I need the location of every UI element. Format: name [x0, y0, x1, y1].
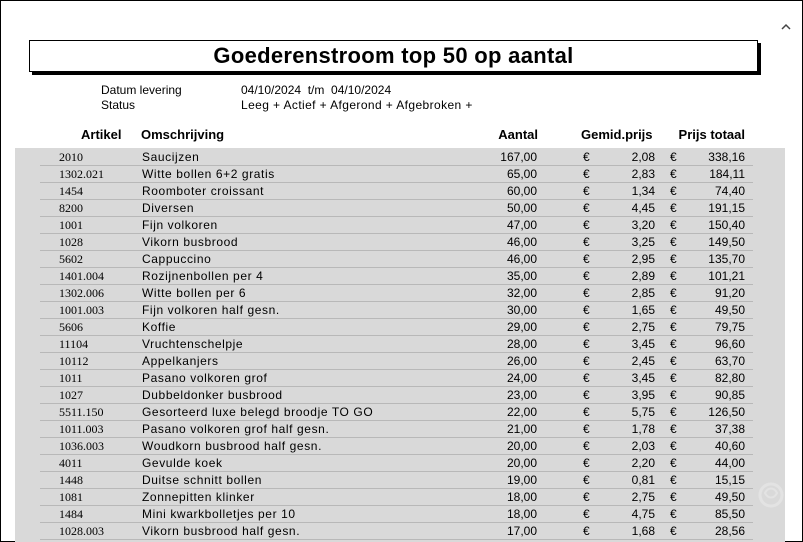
prijs-totaal-cell: 28,56	[714, 524, 745, 538]
gemid-prijs-cell: 4,45	[631, 201, 655, 215]
aantal-cell: 22,00	[506, 405, 537, 419]
gemid-prijs-cell: 1,34	[631, 184, 655, 198]
col-header-prijs-totaal: Prijs totaal	[678, 127, 745, 142]
currency-cell: €	[670, 388, 677, 402]
currency-cell: €	[670, 252, 677, 266]
prijs-totaal-cell: 74,40	[714, 184, 745, 198]
aantal-cell: 47,00	[506, 218, 537, 232]
prijs-totaal-cell: 90,85	[714, 388, 745, 402]
prijs-totaal-cell: 149,50	[708, 235, 745, 249]
currency-cell: €	[670, 439, 677, 453]
status-label: Status	[101, 98, 136, 112]
aantal-cell: 65,00	[506, 167, 537, 181]
omschrijving-cell: Fijn volkoren half gesn.	[142, 303, 280, 317]
currency-cell: €	[670, 269, 677, 283]
artikel-cell: 5606	[59, 320, 83, 334]
table-row	[0, 472, 803, 489]
currency-cell: €	[583, 201, 590, 215]
table-row	[0, 438, 803, 455]
gemid-prijs-cell: 2,20	[631, 456, 655, 470]
currency-cell: €	[670, 303, 677, 317]
omschrijving-cell: Diversen	[142, 201, 195, 215]
aantal-cell: 18,00	[506, 507, 537, 521]
omschrijving-cell: Vikorn busbrood	[142, 235, 239, 249]
table-row	[0, 506, 803, 523]
table-row	[0, 302, 803, 319]
artikel-cell: 1081	[59, 490, 83, 504]
omschrijving-cell: Cappuccino	[142, 252, 212, 266]
gemid-prijs-cell: 1,65	[631, 303, 655, 317]
prijs-totaal-cell: 15,15	[714, 473, 745, 487]
aantal-cell: 19,00	[506, 473, 537, 487]
scroll-up-icon[interactable]	[779, 20, 793, 34]
artikel-cell: 10112	[59, 354, 89, 368]
aantal-cell: 18,00	[506, 490, 537, 504]
currency-cell: €	[670, 201, 677, 215]
currency-cell: €	[670, 320, 677, 334]
omschrijving-cell: Gesorteerd luxe belegd broodje TO GO	[142, 405, 374, 419]
currency-cell: €	[583, 490, 590, 504]
gemid-prijs-cell: 2,85	[631, 286, 655, 300]
watermark-logo-icon	[756, 478, 786, 512]
currency-cell: €	[583, 320, 590, 334]
currency-cell: €	[670, 507, 677, 521]
table-row	[0, 336, 803, 353]
omschrijving-cell: Vikorn busbrood half gesn.	[142, 524, 301, 538]
table-row	[0, 319, 803, 336]
artikel-cell: 1011	[59, 371, 83, 385]
currency-cell: €	[583, 150, 590, 164]
omschrijving-cell: Appelkanjers	[142, 354, 219, 368]
datum-label: Datum levering	[101, 83, 182, 97]
currency-cell: €	[583, 184, 590, 198]
status-value: Leeg + Actief + Afgerond + Afgebroken +	[241, 98, 473, 112]
currency-cell: €	[583, 218, 590, 232]
col-header-omschrijving: Omschrijving	[141, 127, 225, 142]
prijs-totaal-cell: 49,50	[714, 490, 745, 504]
artikel-cell: 4011	[59, 456, 83, 470]
artikel-cell: 11104	[59, 337, 89, 351]
omschrijving-cell: Duitse schnitt bollen	[142, 473, 262, 487]
gemid-prijs-cell: 4,75	[631, 507, 655, 521]
table-row	[0, 404, 803, 421]
currency-cell: €	[583, 286, 590, 300]
aantal-cell: 30,00	[506, 303, 537, 317]
currency-cell: €	[670, 473, 677, 487]
artikel-cell: 1302.006	[59, 286, 104, 300]
artikel-cell: 1454	[59, 184, 83, 198]
artikel-cell: 1036.003	[59, 439, 104, 453]
omschrijving-cell: Dubbeldonker busbrood	[142, 388, 283, 402]
aantal-cell: 28,00	[506, 337, 537, 351]
currency-cell: €	[670, 354, 677, 368]
currency-cell: €	[670, 167, 677, 181]
currency-cell: €	[583, 303, 590, 317]
currency-cell: €	[583, 473, 590, 487]
gemid-prijs-cell: 3,45	[631, 337, 655, 351]
table-row	[0, 217, 803, 234]
aantal-cell: 24,00	[506, 371, 537, 385]
gemid-prijs-cell: 3,95	[631, 388, 655, 402]
aantal-cell: 60,00	[506, 184, 537, 198]
table-row	[0, 421, 803, 438]
omschrijving-cell: Vruchtenschelpje	[142, 337, 244, 351]
prijs-totaal-cell: 96,60	[714, 337, 745, 351]
aantal-cell: 167,00	[500, 150, 537, 164]
currency-cell: €	[670, 371, 677, 385]
prijs-totaal-cell: 63,70	[714, 354, 745, 368]
aantal-cell: 46,00	[506, 252, 537, 266]
aantal-cell: 20,00	[506, 456, 537, 470]
currency-cell: €	[583, 235, 590, 249]
aantal-cell: 20,00	[506, 439, 537, 453]
prijs-totaal-cell: 85,50	[714, 507, 745, 521]
currency-cell: €	[670, 490, 677, 504]
gemid-prijs-cell: 3,25	[631, 235, 655, 249]
table-row	[0, 268, 803, 285]
prijs-totaal-cell: 82,80	[714, 371, 745, 385]
currency-cell: €	[583, 371, 590, 385]
currency-cell: €	[670, 422, 677, 436]
table-row	[0, 166, 803, 183]
currency-cell: €	[583, 337, 590, 351]
omschrijving-cell: Rozijnenbollen per 4	[142, 269, 264, 283]
col-header-gemid-prijs: Gemid.prijs	[581, 127, 653, 142]
prijs-totaal-cell: 40,60	[714, 439, 745, 453]
artikel-cell: 1027	[59, 388, 83, 402]
table-row	[0, 455, 803, 472]
currency-cell: €	[670, 337, 677, 351]
currency-cell: €	[583, 456, 590, 470]
prijs-totaal-cell: 191,15	[708, 201, 745, 215]
artikel-cell: 1302.021	[59, 167, 104, 181]
omschrijving-cell: Zonnepitten klinker	[142, 490, 255, 504]
gemid-prijs-cell: 1,78	[631, 422, 655, 436]
aantal-cell: 23,00	[506, 388, 537, 402]
table-body	[0, 149, 803, 540]
currency-cell: €	[583, 167, 590, 181]
prijs-totaal-cell: 126,50	[708, 405, 745, 419]
table-row	[0, 183, 803, 200]
currency-cell: €	[583, 354, 590, 368]
currency-cell: €	[583, 388, 590, 402]
omschrijving-cell: Witte bollen per 6	[142, 286, 247, 300]
currency-cell: €	[583, 252, 590, 266]
artikel-cell: 1028.003	[59, 524, 104, 538]
aantal-cell: 21,00	[506, 422, 537, 436]
prijs-totaal-cell: 184,11	[709, 167, 745, 181]
prijs-totaal-cell: 37,38	[714, 422, 745, 436]
report-title: Goederenstroom top 50 op aantal	[213, 43, 574, 68]
prijs-totaal-cell: 79,75	[714, 320, 745, 334]
currency-cell: €	[670, 235, 677, 249]
omschrijving-cell: Woudkorn busbrood half gesn.	[142, 439, 323, 453]
currency-cell: €	[670, 456, 677, 470]
aantal-cell: 46,00	[506, 235, 537, 249]
artikel-cell: 2010	[59, 150, 83, 164]
currency-cell: €	[670, 405, 677, 419]
currency-cell: €	[583, 524, 590, 538]
currency-cell: €	[583, 405, 590, 419]
gemid-prijs-cell: 2,89	[631, 269, 655, 283]
artikel-cell: 8200	[59, 201, 83, 215]
omschrijving-cell: Pasano volkoren grof	[142, 371, 268, 385]
omschrijving-cell: Fijn volkoren	[142, 218, 218, 232]
artikel-cell: 1001	[59, 218, 83, 232]
prijs-totaal-cell: 150,40	[708, 218, 745, 232]
currency-cell: €	[670, 286, 677, 300]
prijs-totaal-cell: 338,16	[708, 150, 745, 164]
gemid-prijs-cell: 1,68	[631, 524, 655, 538]
currency-cell: €	[670, 524, 677, 538]
table-row	[0, 200, 803, 217]
gemid-prijs-cell: 2,75	[631, 320, 655, 334]
artikel-cell: 1484	[59, 507, 83, 521]
aantal-cell: 50,00	[506, 201, 537, 215]
omschrijving-cell: Witte bollen 6+2 gratis	[142, 167, 275, 181]
col-header-aantal: Aantal	[498, 127, 538, 142]
gemid-prijs-cell: 2,75	[631, 490, 655, 504]
gemid-prijs-cell: 2,83	[631, 167, 655, 181]
table-row	[0, 353, 803, 370]
table-row	[0, 251, 803, 268]
table-row	[0, 387, 803, 404]
table-row	[0, 489, 803, 506]
currency-cell: €	[583, 269, 590, 283]
prijs-totaal-cell: 91,20	[714, 286, 745, 300]
gemid-prijs-cell: 3,45	[631, 371, 655, 385]
artikel-cell: 1001.003	[59, 303, 104, 317]
table-row	[0, 234, 803, 251]
table-row	[0, 149, 803, 166]
currency-cell: €	[583, 507, 590, 521]
currency-cell: €	[670, 184, 677, 198]
aantal-cell: 26,00	[506, 354, 537, 368]
omschrijving-cell: Saucijzen	[142, 150, 200, 164]
prijs-totaal-cell: 44,00	[714, 456, 745, 470]
omschrijving-cell: Koffie	[142, 320, 177, 334]
currency-cell: €	[583, 422, 590, 436]
artikel-cell: 5602	[59, 252, 83, 266]
prijs-totaal-cell: 49,50	[714, 303, 745, 317]
artikel-cell: 1448	[59, 473, 83, 487]
gemid-prijs-cell: 2,45	[631, 354, 655, 368]
currency-cell: €	[670, 218, 677, 232]
omschrijving-cell: Roomboter croissant	[142, 184, 265, 198]
aantal-cell: 29,00	[506, 320, 537, 334]
report-title-box	[29, 40, 758, 72]
gemid-prijs-cell: 0,81	[631, 473, 655, 487]
aantal-cell: 32,00	[506, 286, 537, 300]
table-row	[0, 370, 803, 387]
col-header-artikel: Artikel	[81, 127, 122, 142]
currency-cell: €	[670, 150, 677, 164]
artikel-cell: 1028	[59, 235, 83, 249]
gemid-prijs-cell: 2,95	[631, 252, 655, 266]
gemid-prijs-cell: 2,03	[631, 439, 655, 453]
omschrijving-cell: Gevulde koek	[142, 456, 223, 470]
aantal-cell: 17,00	[506, 524, 537, 538]
omschrijving-cell: Pasano volkoren grof half gesn.	[142, 422, 330, 436]
aantal-cell: 35,00	[506, 269, 537, 283]
artikel-cell: 5511.150	[59, 405, 104, 419]
artikel-cell: 1401.004	[59, 269, 104, 283]
table-row	[0, 285, 803, 302]
gemid-prijs-cell: 3,20	[631, 218, 655, 232]
datum-value: 04/10/2024 t/m 04/10/2024	[241, 83, 392, 97]
currency-cell: €	[583, 439, 590, 453]
prijs-totaal-cell: 101,21	[708, 269, 745, 283]
gemid-prijs-cell: 2,08	[631, 150, 655, 164]
gemid-prijs-cell: 5,75	[631, 405, 655, 419]
artikel-cell: 1011.003	[59, 422, 104, 436]
omschrijving-cell: Mini kwarkbolletjes per 10	[142, 507, 296, 521]
prijs-totaal-cell: 135,70	[708, 252, 745, 266]
table-row	[0, 523, 803, 540]
